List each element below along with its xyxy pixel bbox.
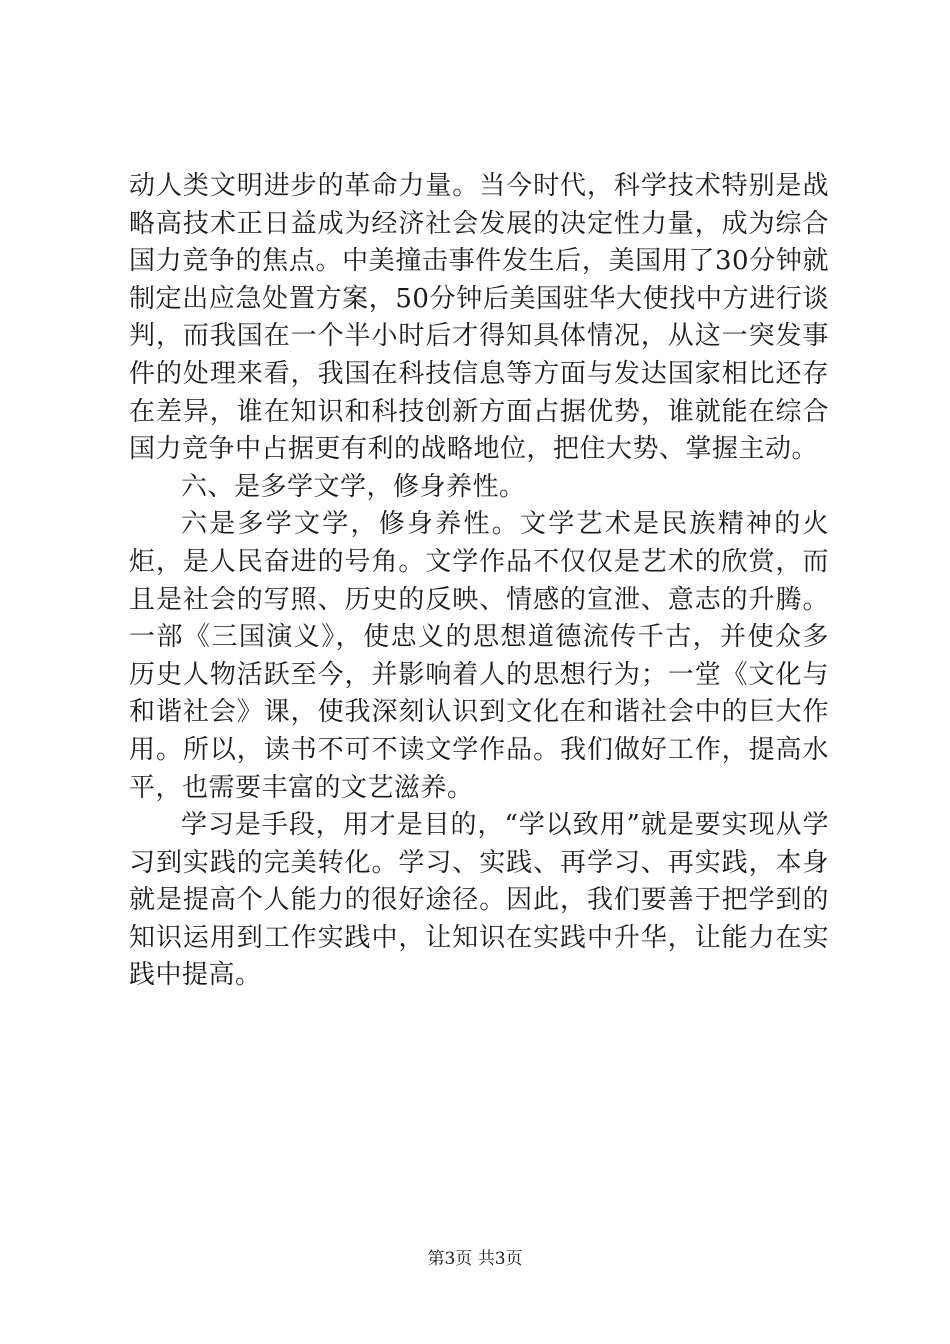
page-footer: 第3页 共3页 — [427, 1249, 523, 1269]
paragraph-4: 学习是手段，用才是目的，“学以致用”就是要实现从学习到实践的完美转化。学习、实践、再学习、再实践，本身就是提高个人能力的很好途径。因此，我们要善于把学到的知识运用到工作实践中，让知识在实践中升华，让能力在实践中提高。 — [129, 810, 829, 991]
paragraph-3: 六是多学文学，修身养性。文学艺术是民族精神的火炬，是人民奋进的号角。文学作品不仅仅是艺术的欣赏，而且是社会的写照、历史的反映、情感的宣泄、意志的升腾。一部《三国演义》，使忠义的思想道德流传千古，并使众多历史人物活跃至今，并影响着人的思想行为；一堂《文化与和谐社会》课，使我深刻认识到文化在和谐社会中的巨大作用。所以，读书不可不读文学作品。我们做好工作，提高水平，也需要丰富的文艺滋养。 — [129, 509, 829, 803]
paragraph-2-heading: 六、是多学文学，修身养性。 — [181, 471, 526, 502]
document-body — [129, 168, 829, 995]
paragraph-1: 动人类文明进步的革命力量。当今时代，科学技术特别是战略高技术正日益成为经济社会发展的决定性力量，成为综合国力竞争的焦点。中美撞击事件发生后，美国用了30分钟就制定出应急处置方案，50分钟后美国驻华大使找中方进行谈判，而我国在一个半小时后才得知具体情况，从这一突发事件的处理来看，我国在科技信息等方面与发达国家相比还存在差异，谁在知识和科技创新方面占据优势，谁就能在综合国力竞争中占据更有利的战略地位，把住大势、掌握主动。 — [129, 171, 829, 465]
